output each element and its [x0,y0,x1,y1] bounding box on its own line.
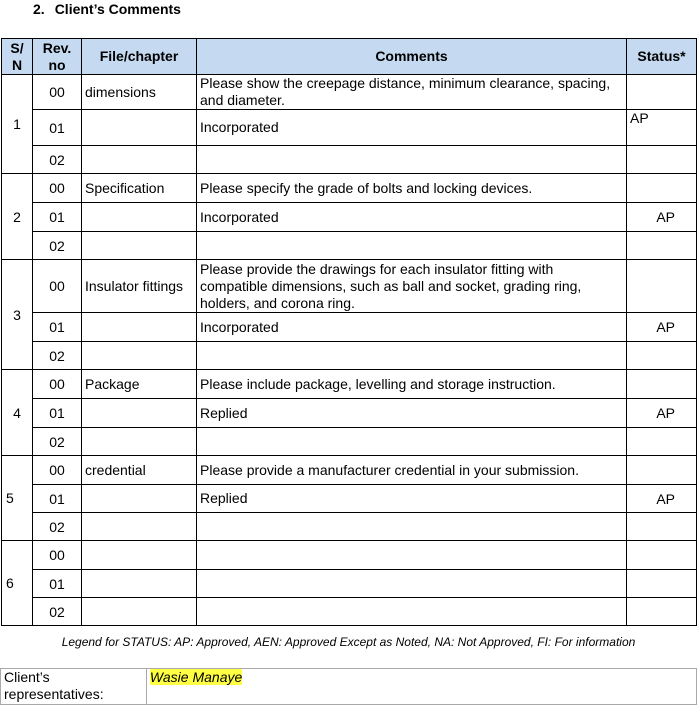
rev-cell: 01 [33,570,82,598]
file-cell: dimensions [82,75,197,110]
sn-cell: 6 [2,541,33,626]
file-cell: Insulator fittings [82,260,197,313]
file-cell [82,541,197,570]
status-cell: AP [627,203,697,232]
file-cell: Specification [82,174,197,203]
rev-cell: 02 [33,428,82,456]
table-row [2,146,697,174]
status-cell [627,75,697,110]
file-cell [82,203,197,232]
comment-cell: Please specify the grade of bolts and locking devices. [197,174,627,203]
comment-cell: Replied [197,399,627,428]
table-row [2,598,697,626]
sn-cell: 2 [2,174,33,260]
sn-cell: 1 [2,75,33,174]
status-cell [627,174,697,203]
file-cell [82,110,197,146]
status-cell [627,428,697,456]
table-row [2,110,697,146]
rev-cell: 01 [33,399,82,428]
comment-cell [197,598,627,626]
section-title: Client’s Comments [54,1,181,17]
representative-name: Wasie Manaye [149,669,243,685]
comment-cell: Please provide a manufacturer credential in your submission. [197,456,627,485]
file-cell: Package [82,370,197,399]
table-row [2,541,697,570]
status-cell [627,370,697,399]
table-row [2,428,697,456]
table-row [2,232,697,260]
status-cell: AP [627,110,697,146]
sn-cell: 3 [2,260,33,370]
comment-cell [197,541,627,570]
rev-cell: 02 [33,598,82,626]
rev-cell: 00 [33,260,82,313]
sn-cell: 5 [2,456,33,541]
status-cell: AP [627,313,697,342]
file-cell [82,513,197,541]
file-cell [82,598,197,626]
table-row [2,399,697,428]
file-cell [82,342,197,370]
table-row [2,342,697,370]
comment-cell [197,570,627,598]
status-cell: AP [627,485,697,513]
comment-cell: Please show the creepage distance, minimum clearance, spacing, and diameter. [197,75,627,110]
file-cell [82,570,197,598]
comment-cell: Please include package, levelling and storage instruction. [197,370,627,399]
table-row [2,260,697,313]
status-cell [627,260,697,313]
status-cell [627,146,697,174]
comment-cell [197,513,627,541]
file-cell [82,428,197,456]
comment-cell [197,342,627,370]
representatives-label: Client’s representatives: [1,669,147,705]
table-row [2,313,697,342]
table-row [2,370,697,399]
file-cell: credential [82,456,197,485]
comment-cell: Incorporated [197,203,627,232]
rev-cell: 00 [33,174,82,203]
file-cell [82,399,197,428]
status-legend: Legend for STATUS: AP: Approved, AEN: Approved Except as Noted, NA: Not Approved, FI: For information [61,635,636,649]
status-cell [627,570,697,598]
rev-cell: 01 [33,110,82,146]
status-cell [627,232,697,260]
rev-cell: 02 [33,232,82,260]
table-row [2,456,697,485]
comment-cell [197,232,627,260]
table-row [2,174,697,203]
header-file: File/chapter [82,39,197,75]
status-cell [627,342,697,370]
comment-cell: Please provide the drawings for each insulator fitting with compatible dimensions, such as ball and socket, grading ring, holders, and corona ring. [197,260,627,313]
rev-cell: 01 [33,203,82,232]
sn-cell: 4 [2,370,33,456]
comment-cell [197,428,627,456]
table-row [2,75,697,110]
status-cell [627,456,697,485]
rev-cell: 02 [33,513,82,541]
file-cell [82,146,197,174]
header-sn: S/ N [2,39,33,75]
comment-cell: Replied [197,485,627,513]
comment-cell: Incorporated [197,313,627,342]
rev-cell: 02 [33,342,82,370]
representatives-table [0,668,697,705]
rev-cell: 01 [33,313,82,342]
rev-cell: 02 [33,146,82,174]
comment-cell [197,146,627,174]
section-number: 2. [33,1,45,17]
header-status: Status* [627,39,697,75]
file-cell [82,232,197,260]
status-cell [627,598,697,626]
status-cell [627,541,697,570]
table-header-row [2,39,697,75]
comment-cell: Incorporated [197,110,627,146]
comments-table [1,38,697,626]
rev-cell: 00 [33,370,82,399]
rev-cell: 00 [33,456,82,485]
table-row [2,485,697,513]
representatives-row [1,669,697,705]
section-heading [33,1,181,17]
table-row [2,203,697,232]
table-row [2,570,697,598]
table-row [2,513,697,541]
file-cell [82,313,197,342]
rev-cell: 01 [33,485,82,513]
file-cell [82,485,197,513]
status-cell [627,513,697,541]
header-comments: Comments [197,39,627,75]
rev-cell: 00 [33,541,82,570]
rev-cell: 00 [33,75,82,110]
status-cell: AP [627,399,697,428]
representatives-value-cell [146,669,696,705]
header-rev: Rev. no [33,39,82,75]
